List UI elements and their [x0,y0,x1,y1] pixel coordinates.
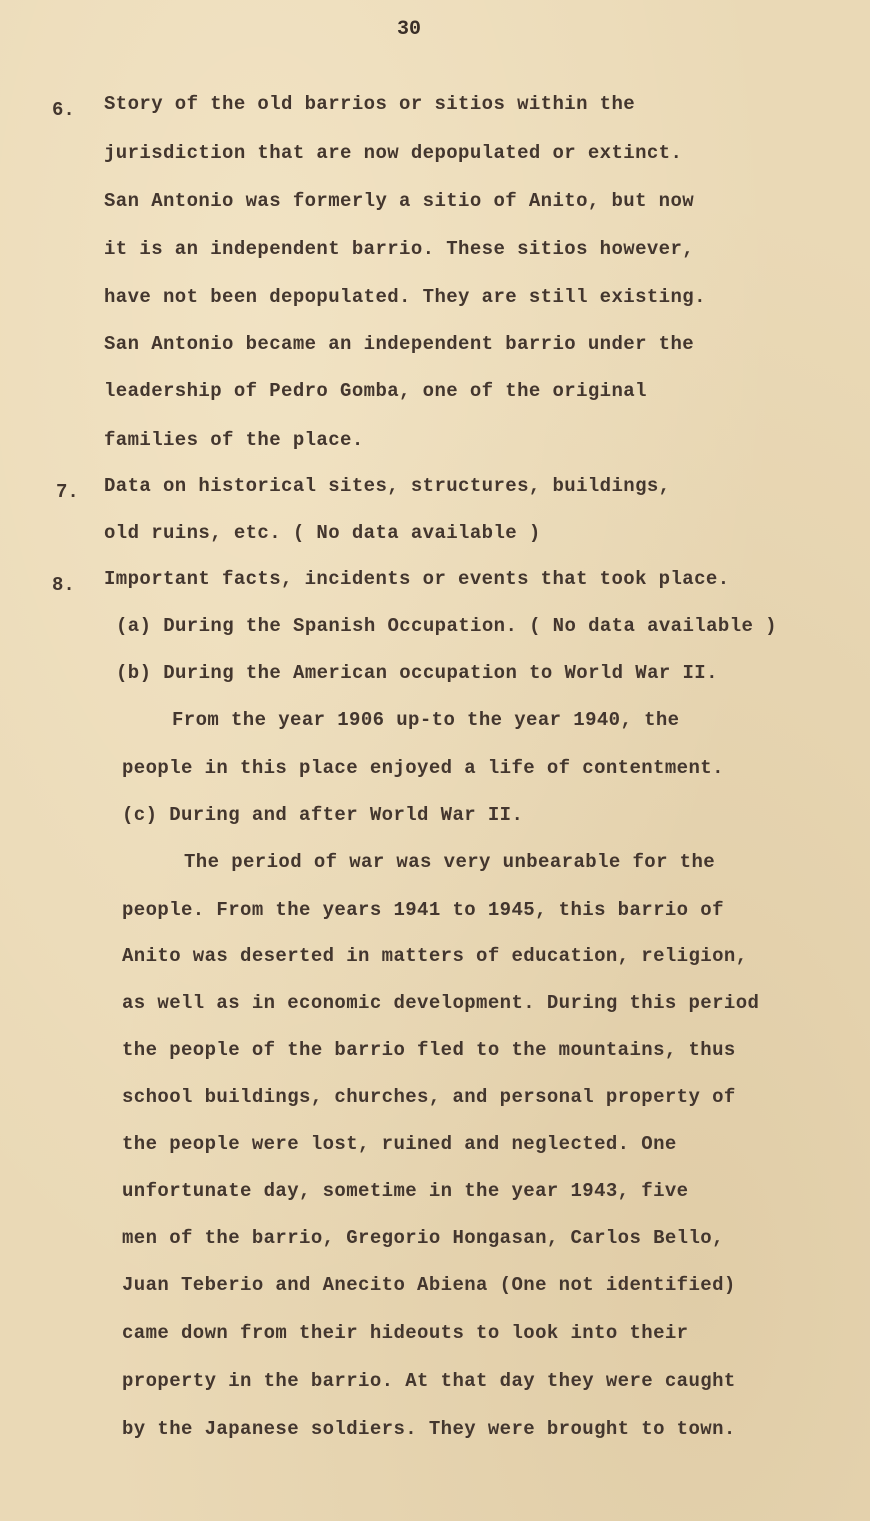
text-line: the people of the barrio fled to the mountains, thus [122,1039,736,1061]
text-line: (b) During the American occupation to World War II. [116,662,718,684]
text-line: Data on historical sites, structures, buildings, [104,475,671,497]
text-line: Important facts, incidents or events that took place. [104,568,730,590]
text-line: From the year 1906 up-to the year 1940, the [172,709,680,731]
text-line: (a) During the Spanish Occupation. ( No data available ) [116,615,777,637]
section-number-6: 6. [52,99,75,121]
text-line: Juan Teberio and Anecito Abiena (One not identified) [122,1274,736,1296]
text-line: have not been depopulated. They are still existing. [104,286,706,308]
text-line: old ruins, etc. ( No data available ) [104,522,541,544]
text-line: as well as in economic development. During this period [122,992,760,1014]
text-line: men of the barrio, Gregorio Hongasan, Carlos Bello, [122,1227,724,1249]
page-number: 30 [397,18,422,41]
text-line: (c) During and after World War II. [122,804,524,826]
text-line: San Antonio was formerly a sitio of Anito, but now [104,190,695,212]
text-line: leadership of Pedro Gomba, one of the original [104,380,647,402]
text-line: The period of war was very unbearable for the [184,851,716,873]
text-line: jurisdiction that are now depopulated or extinct. [104,142,683,164]
text-line: property in the barrio. At that day they were caught [122,1370,736,1392]
text-line: it is an independent barrio. These sitios however, [104,238,695,260]
text-line: families of the place. [104,429,364,451]
text-line: unfortunate day, sometime in the year 1943, five [122,1180,689,1202]
text-line: school buildings, churches, and personal property of [122,1086,736,1108]
text-line: came down from their hideouts to look into their [122,1322,689,1344]
text-line: people in this place enjoyed a life of contentment. [122,757,724,779]
text-line: Anito was deserted in matters of education, religion, [122,945,748,967]
text-line: by the Japanese soldiers. They were brought to town. [122,1418,736,1440]
section-number-8: 8. [52,574,75,596]
text-line: Story of the old barrios or sitios within the [104,93,636,115]
text-line: people. From the years 1941 to 1945, this barrio of [122,899,724,921]
section-number-7: 7. [56,481,79,503]
text-line: San Antonio became an independent barrio under the [104,333,695,355]
text-line: the people were lost, ruined and neglected. One [122,1133,677,1155]
